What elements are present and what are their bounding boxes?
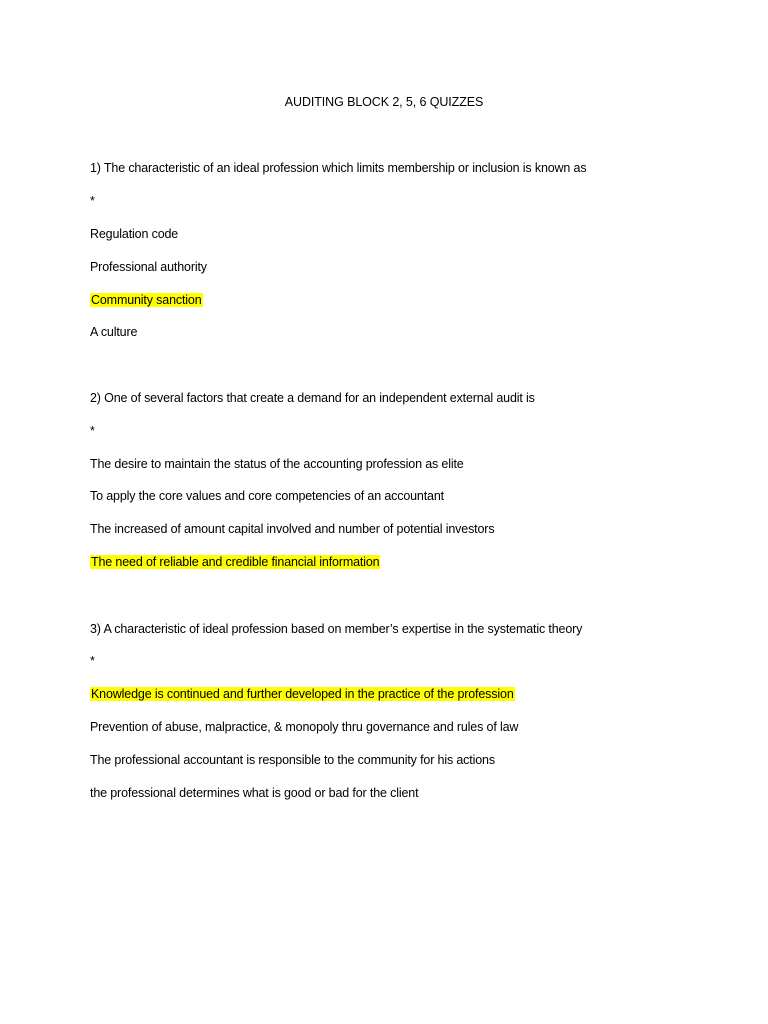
highlighted-answer: The need of reliable and credible financial information [91,555,380,569]
question-3-prompt: 3) A characteristic of ideal profession based on member’s expertise in the systematic theory [90,622,583,636]
question-1-required-marker: * [90,194,95,208]
question-1-option-4: A culture [90,325,138,339]
question-1-option-3 [90,292,203,308]
question-1-prompt: 1) The characteristic of an ideal profession which limits membership or inclusion is known as [90,161,587,175]
question-2-required-marker: * [90,424,95,438]
question-3-option-1 [90,686,515,702]
question-2-prompt: 2) One of several factors that create a demand for an independent external audit is [90,391,535,405]
highlighted-answer: Knowledge is continued and further developed in the practice of the profession [91,687,514,701]
question-3-option-3: The professional accountant is responsible to the community for his actions [90,753,495,767]
question-1-option-1: Regulation code [90,227,179,241]
question-2-option-3: The increased of amount capital involved and number of potential investors [90,522,495,536]
question-3-option-2: Prevention of abuse, malpractice, & monopoly thru governance and rules of law [90,720,519,734]
question-3-required-marker: * [90,654,95,668]
highlighted-answer: Community sanction [91,293,202,307]
question-2-option-4 [90,554,380,570]
question-2-option-1: The desire to maintain the status of the accounting profession as elite [90,457,464,471]
question-2-option-2: To apply the core values and core competencies of an accountant [90,489,444,503]
question-1-option-2: Professional authority [90,260,207,274]
document-title: AUDITING BLOCK 2, 5, 6 QUIZZES [284,95,484,109]
question-3-option-4: the professional determines what is good or bad for the client [90,786,419,800]
